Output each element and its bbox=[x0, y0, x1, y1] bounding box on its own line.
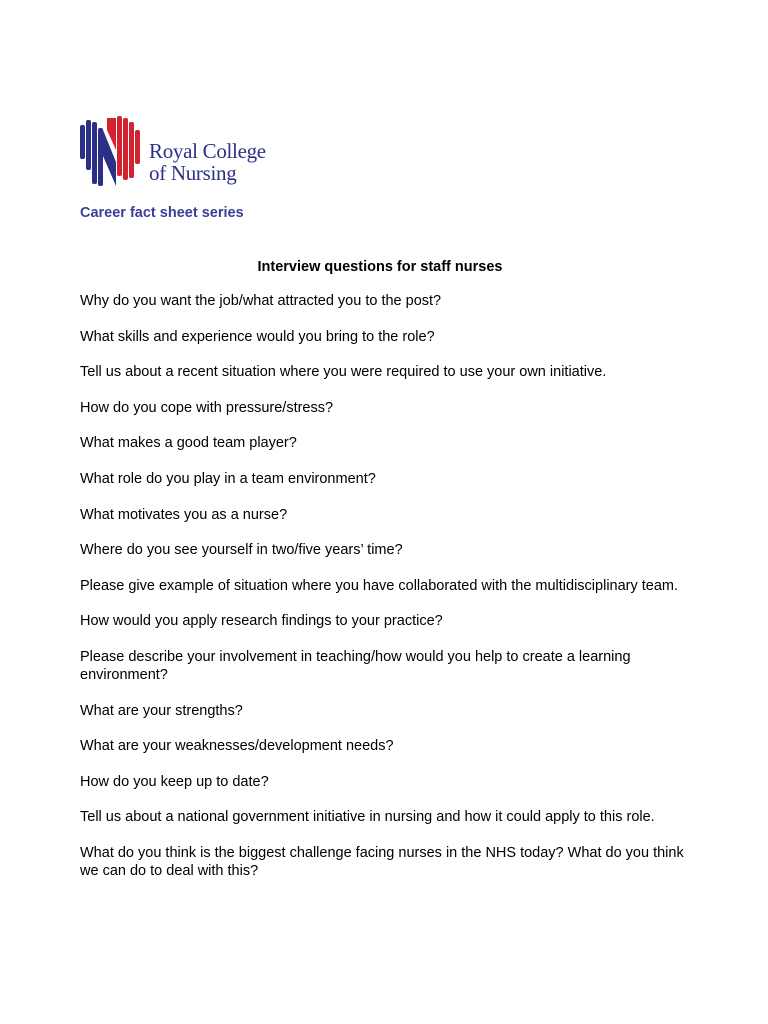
question-item: Please give example of situation where you have collaborated with the multidisciplinary team. bbox=[80, 577, 679, 594]
question-item: Tell us about a national government initiative in nursing and how it could apply to this role. bbox=[80, 809, 655, 826]
question-list bbox=[80, 292, 700, 898]
question-item: Please describe your involvement in teaching/how would you help to create a learning environment? bbox=[80, 648, 631, 683]
question-item: How would you apply research findings to your practice? bbox=[80, 613, 443, 630]
question-item: How do you cope with pressure/stress? bbox=[80, 399, 334, 416]
rcn-hands-logo-icon bbox=[80, 116, 144, 190]
document-title: Interview questions for staff nurses bbox=[257, 259, 503, 275]
question-item: What skills and experience would you bring to the role? bbox=[80, 328, 435, 345]
logo-wordmark bbox=[149, 140, 266, 184]
question-item: Where do you see yourself in two/five years’ time? bbox=[80, 542, 403, 559]
question-item: What makes a good team player? bbox=[80, 435, 297, 452]
logo-line-2: of Nursing bbox=[149, 161, 237, 185]
question-item: What motivates you as a nurse? bbox=[80, 506, 288, 523]
question-item: What are your weaknesses/development needs? bbox=[80, 738, 394, 755]
question-item: What role do you play in a team environment? bbox=[80, 470, 376, 487]
rcn-logo bbox=[80, 116, 266, 190]
question-item: Why do you want the job/what attracted you to the post? bbox=[80, 293, 442, 309]
question-item: Tell us about a recent situation where you were required to use your own initiative. bbox=[80, 364, 607, 381]
logo-line-1: Royal College bbox=[149, 139, 266, 163]
question-item: What are your strengths? bbox=[80, 702, 243, 719]
question-item: How do you keep up to date? bbox=[80, 773, 269, 790]
question-item: What do you think is the biggest challenge facing nurses in the NHS today? What do you think we can do to deal with this? bbox=[80, 844, 684, 879]
series-label: Career fact sheet series bbox=[80, 205, 244, 221]
